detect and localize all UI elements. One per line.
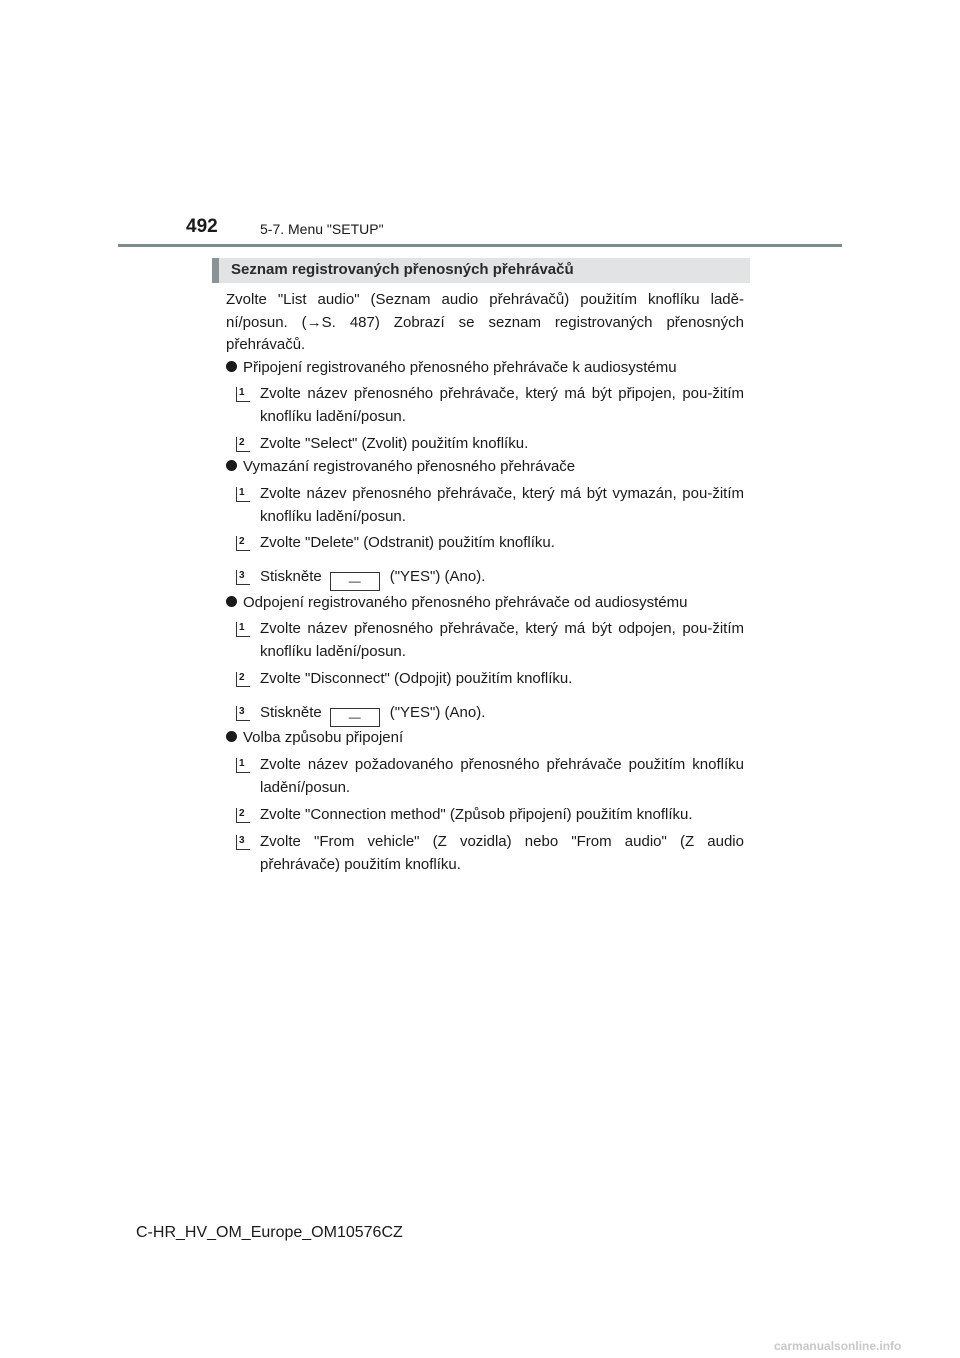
step-number: 1 bbox=[236, 487, 250, 502]
step-text: Zvolte "Connection method" (Způsob připojení) použitím knoflíku. bbox=[260, 806, 693, 823]
bullet-icon bbox=[226, 361, 237, 372]
step-text: Zvolte název přenosného přehrávače, který má být odpojen, pou-žitím knoflíku ladění/posun. bbox=[260, 620, 744, 660]
step-text bbox=[260, 566, 744, 591]
yes-key-icon: — bbox=[330, 572, 380, 591]
step-number: 1 bbox=[236, 758, 250, 773]
step-number: 1 bbox=[236, 622, 250, 637]
yes-key-icon: — bbox=[330, 708, 380, 727]
step-text: Zvolte název přenosného přehrávače, který má být připojen, pou-žitím knoflíku ladění/posun. bbox=[260, 385, 744, 425]
bullet-icon bbox=[226, 596, 237, 607]
step-text: Zvolte "From vehicle" (Z vozidla) nebo "From audio" (Z audio přehrávače) použitím knoflíku. bbox=[260, 833, 744, 873]
step-number: 2 bbox=[236, 808, 250, 823]
bullet-text: Připojení registrovaného přenosného přehrávače k audiosystému bbox=[243, 359, 677, 376]
bullet-text: Odpojení registrovaného přenosného přehrávače od audiosystému bbox=[243, 594, 688, 611]
page-number: 492 bbox=[186, 216, 218, 237]
bullet-icon bbox=[226, 731, 237, 742]
intro-paragraph: Zvolte "List audio" (Seznam audio přehrávačů) použitím knoflíku ladě-ní/posun. (→S. 487) Zobrazí se seznam registrovaných přenosných přehrávačů. bbox=[226, 291, 744, 354]
bullet-item bbox=[226, 727, 744, 750]
step-text-after: ("YES") (Ano). bbox=[389, 704, 486, 721]
bullet-item bbox=[226, 456, 744, 479]
step-text: Zvolte "Select" (Zvolit) použitím knoflíku. bbox=[260, 435, 529, 452]
step-number: 1 bbox=[236, 387, 250, 402]
watermark: carmanualsonline.info bbox=[774, 1339, 902, 1353]
step-text-before: Stiskněte bbox=[260, 704, 322, 721]
bullet-text: Volba způsobu připojení bbox=[243, 729, 404, 746]
step-number: 3 bbox=[236, 706, 250, 721]
step-number: 3 bbox=[236, 570, 250, 585]
step-text: Zvolte název přenosného přehrávače, který má být vymazán, pou-žitím knoflíku ladění/posun. bbox=[260, 485, 744, 525]
bullet-text: Vymazání registrovaného přenosného přehrávače bbox=[243, 458, 576, 475]
step-number: 2 bbox=[236, 437, 250, 452]
footer-document-code: C-HR_HV_OM_Europe_OM10576CZ bbox=[136, 1224, 403, 1241]
page-title: Seznam registrovaných přenosných přehrávačů bbox=[231, 261, 574, 278]
bullet-item bbox=[226, 357, 744, 380]
section-header: 5-7. Menu "SETUP" bbox=[260, 221, 384, 237]
step-text: Zvolte "Disconnect" (Odpojit) použitím knoflíku. bbox=[260, 670, 573, 687]
step-text: Zvolte název požadovaného přenosného přehrávače použitím knoflíku ladění/posun. bbox=[260, 756, 744, 796]
bullet-icon bbox=[226, 460, 237, 471]
step-number: 2 bbox=[236, 536, 250, 551]
step-number: 2 bbox=[236, 672, 250, 687]
step-text bbox=[260, 702, 744, 727]
bullet-item bbox=[226, 592, 744, 615]
step-text-after: ("YES") (Ano). bbox=[389, 568, 486, 585]
header-divider bbox=[118, 244, 842, 247]
step-text: Zvolte "Delete" (Odstranit) použitím knoflíku. bbox=[260, 534, 555, 551]
step-number: 3 bbox=[236, 835, 250, 850]
step-text-before: Stiskněte bbox=[260, 568, 322, 585]
title-band bbox=[212, 258, 750, 283]
